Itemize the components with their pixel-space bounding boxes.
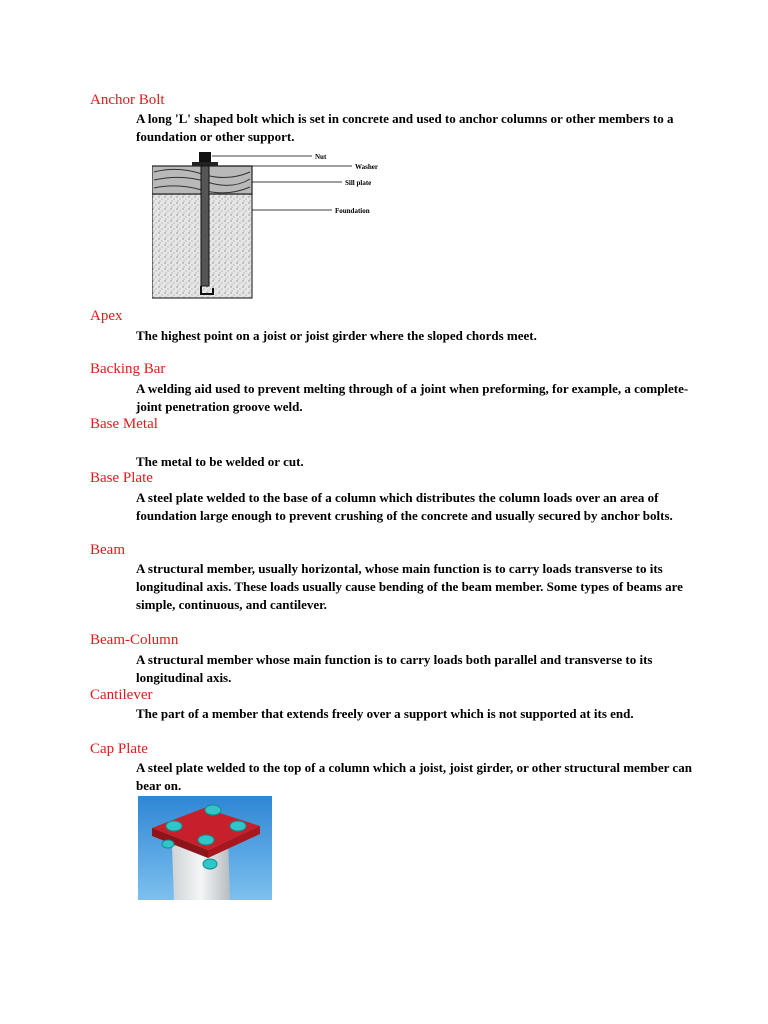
label-nut: Nut	[315, 153, 327, 161]
definition-beam: A structural member, usually horizontal, whose main function is to carry loads transverse to its longitudinal axis. These loads usually cause bending of the beam member. Some types of beams are simple, continuous, and cantilever.	[136, 561, 683, 612]
term-anchor-bolt: Anchor Bolt	[90, 92, 165, 108]
term-cap-plate: Cap Plate	[90, 741, 148, 757]
anchor-bolt-diagram	[152, 148, 382, 300]
definition-backing-bar: A welding aid used to prevent melting through of a joint when preforming, for example, a complete-joint penetration groove weld.	[136, 381, 689, 414]
term-cantilever: Cantilever	[90, 687, 153, 703]
term-apex: Apex	[90, 308, 123, 324]
term-base-metal: Base Metal	[90, 416, 158, 432]
definition-beam-column: A structural member whose main function is to carry loads both parallel and transverse to its longitudinal axis.	[136, 652, 653, 685]
term-beam: Beam	[90, 542, 125, 558]
term-backing-bar: Backing Bar	[90, 361, 166, 377]
bolt-shaft	[201, 166, 209, 286]
cap-plate-illustration	[138, 796, 272, 900]
definition-cantilever: The part of a member that extends freely over a support which is not supported at its end.	[136, 706, 634, 721]
term-base-plate: Base Plate	[90, 470, 153, 486]
definition-anchor-bolt: A long 'L' shaped bolt which is set in concrete and used to anchor columns or other members to a foundation or other support.	[136, 111, 674, 144]
term-beam-column: Beam-Column	[90, 632, 179, 648]
washer	[192, 162, 218, 166]
label-washer: Washer	[355, 163, 378, 171]
definition-base-plate: A steel plate welded to the base of a column which distributes the column loads over an area of foundation large enough to prevent crushing of the concrete and usually secured by anchor bolts.	[136, 490, 673, 523]
definition-apex: The highest point on a joist or joist girder where the sloped chords meet.	[136, 328, 537, 343]
definition-base-metal: The metal to be welded or cut.	[136, 454, 304, 469]
definition-cap-plate: A steel plate welded to the top of a column which a joist, joist girder, or other structural member can bear on.	[136, 760, 692, 793]
label-sill-plate: Sill plate	[345, 179, 372, 187]
label-foundation: Foundation	[335, 207, 370, 215]
